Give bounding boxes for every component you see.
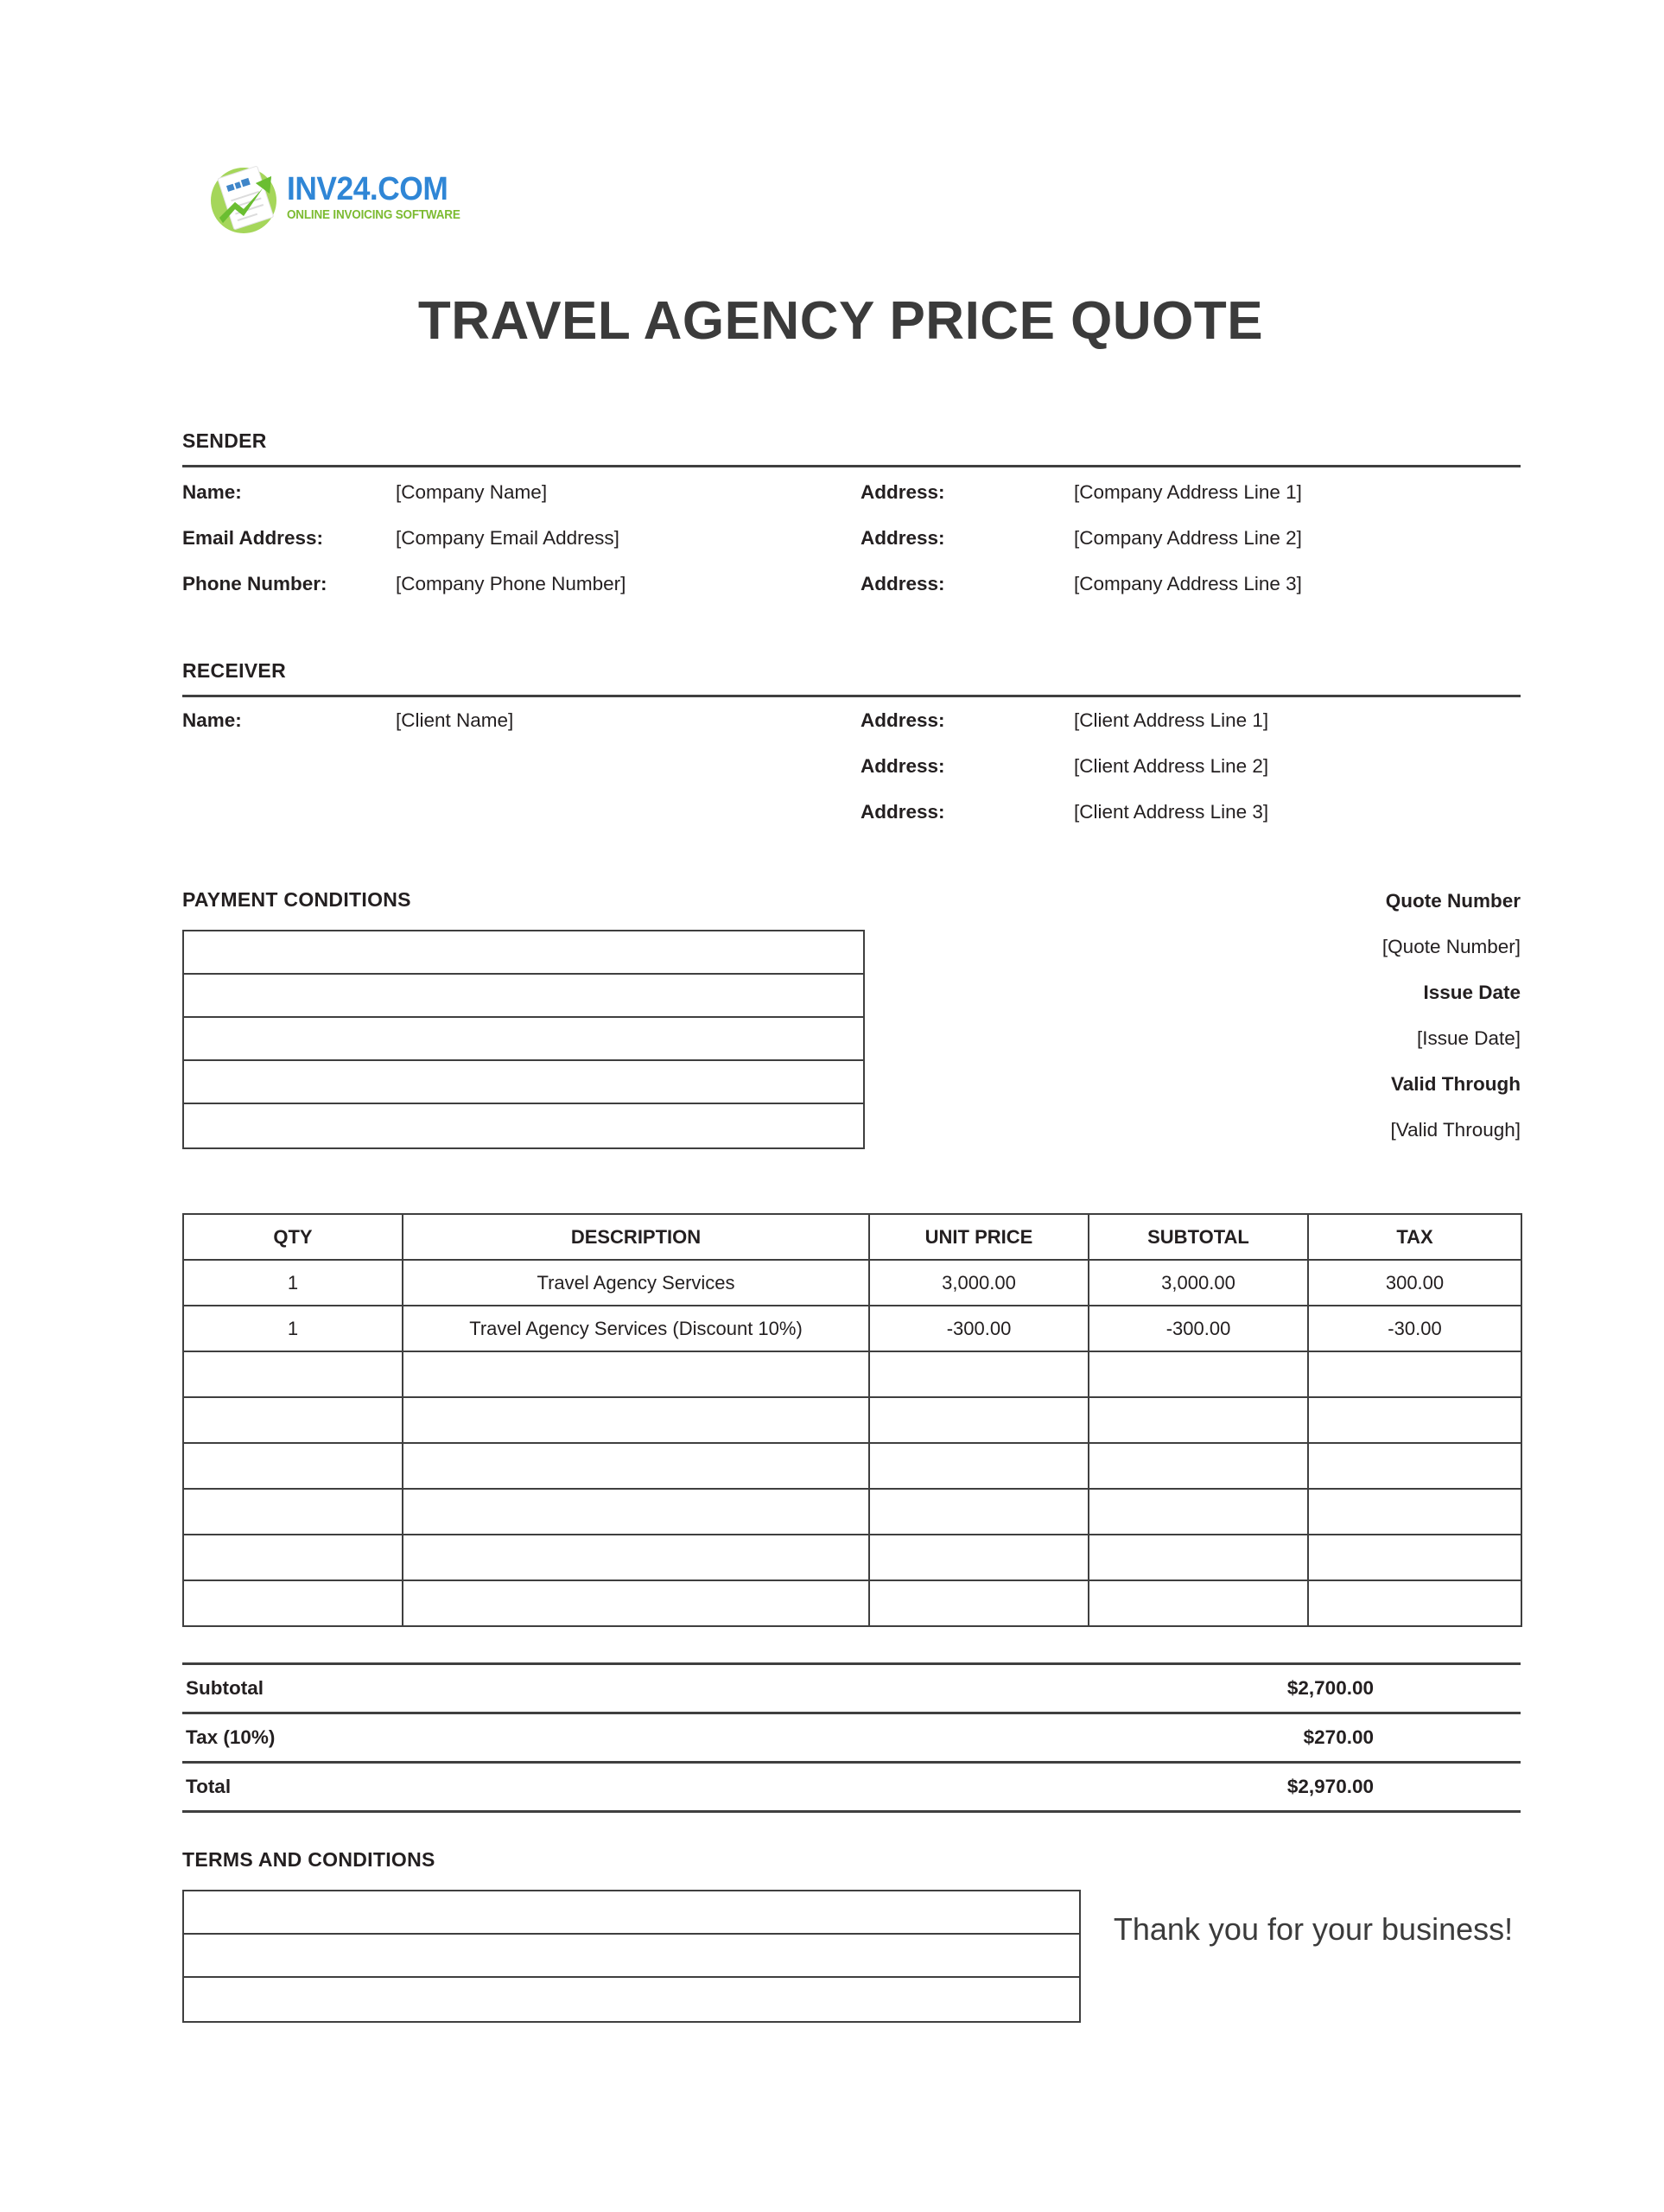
receiver-address3-label: Address:	[861, 801, 945, 823]
table-row[interactable]	[183, 1535, 1521, 1580]
cell-unit-price[interactable]	[869, 1351, 1089, 1397]
cell-unit-price[interactable]: 3,000.00	[869, 1260, 1089, 1306]
cell-qty[interactable]	[183, 1397, 403, 1443]
totals-row-tax	[182, 1712, 1521, 1761]
cell-tax[interactable]	[1308, 1580, 1521, 1626]
brand-logo	[206, 157, 491, 237]
payment-conditions-box	[182, 930, 865, 1149]
cell-tax[interactable]: -30.00	[1308, 1306, 1521, 1351]
line-items-table	[182, 1213, 1522, 1627]
cell-description[interactable]	[403, 1397, 869, 1443]
cell-tax[interactable]	[1308, 1443, 1521, 1489]
cell-description[interactable]	[403, 1489, 869, 1535]
cell-unit-price[interactable]	[869, 1580, 1089, 1626]
quote-number-label: Quote Number	[1385, 890, 1521, 912]
cell-subtotal[interactable]	[1089, 1351, 1308, 1397]
cell-tax[interactable]	[1308, 1397, 1521, 1443]
sender-address3-value: [Company Address Line 3]	[1074, 573, 1302, 594]
cell-tax[interactable]	[1308, 1535, 1521, 1580]
sender-address1-label: Address:	[861, 481, 945, 503]
column-header-description: DESCRIPTION	[403, 1214, 869, 1260]
cell-description[interactable]	[403, 1535, 869, 1580]
sender-heading: SENDER	[182, 429, 267, 452]
cell-unit-price[interactable]	[869, 1535, 1089, 1580]
cell-description[interactable]	[403, 1580, 869, 1626]
column-header-subtotal: SUBTOTAL	[1089, 1214, 1308, 1260]
receiver-name-value: [Client Name]	[396, 709, 514, 731]
cell-description[interactable]	[403, 1351, 869, 1397]
table-row[interactable]	[183, 1489, 1521, 1535]
sender-address1-value: [Company Address Line 1]	[1074, 481, 1302, 503]
cell-subtotal[interactable]	[1089, 1443, 1308, 1489]
receiver-address2-value: [Client Address Line 2]	[1074, 755, 1269, 777]
table-row[interactable]	[183, 1443, 1521, 1489]
cell-unit-price[interactable]: -300.00	[869, 1306, 1089, 1351]
sender-email-label: Email Address:	[182, 527, 323, 549]
cell-subtotal[interactable]	[1089, 1489, 1308, 1535]
cell-subtotal[interactable]: 3,000.00	[1089, 1260, 1308, 1306]
receiver-address2-label: Address:	[861, 755, 945, 777]
payment-conditions-heading: PAYMENT CONDITIONS	[182, 888, 411, 911]
sender-email-value: [Company Email Address]	[396, 527, 619, 549]
cell-qty[interactable]: 1	[183, 1260, 403, 1306]
cell-qty[interactable]	[183, 1580, 403, 1626]
cell-subtotal[interactable]	[1089, 1580, 1308, 1626]
invoice-growth-logo-icon	[206, 159, 282, 235]
sender-address2-label: Address:	[861, 527, 945, 549]
sender-phone-label: Phone Number:	[182, 573, 327, 594]
cell-description[interactable]: Travel Agency Services	[403, 1260, 869, 1306]
table-row[interactable]	[183, 1260, 1521, 1306]
cell-unit-price[interactable]	[869, 1443, 1089, 1489]
cell-subtotal[interactable]	[1089, 1535, 1308, 1580]
sender-phone-value: [Company Phone Number]	[396, 573, 626, 594]
table-row[interactable]	[183, 1351, 1521, 1397]
table-row[interactable]	[183, 1397, 1521, 1443]
quote-number-value: [Quote Number]	[1381, 936, 1521, 957]
totals-section	[182, 1662, 1521, 1813]
totals-row-total	[182, 1761, 1521, 1813]
receiver-address1-label: Address:	[861, 709, 945, 731]
sender-divider	[182, 465, 1521, 467]
sender-address3-label: Address:	[861, 573, 945, 594]
cell-subtotal[interactable]: -300.00	[1089, 1306, 1308, 1351]
cell-tax[interactable]	[1308, 1489, 1521, 1535]
tax-label: Tax (10%)	[186, 1726, 276, 1748]
terms-heading: TERMS AND CONDITIONS	[182, 1848, 435, 1871]
payment-conditions-line[interactable]	[184, 1061, 863, 1104]
receiver-divider	[182, 695, 1521, 697]
terms-line[interactable]	[184, 1891, 1079, 1935]
cell-unit-price[interactable]	[869, 1397, 1089, 1443]
cell-tax[interactable]	[1308, 1351, 1521, 1397]
valid-through-label: Valid Through	[1391, 1073, 1521, 1095]
cell-unit-price[interactable]	[869, 1489, 1089, 1535]
table-header-row	[183, 1214, 1521, 1260]
tax-value: $270.00	[1303, 1726, 1374, 1748]
receiver-heading: RECEIVER	[182, 659, 286, 682]
thank-you-message: Thank you for your business!	[1113, 1911, 1514, 1947]
cell-qty[interactable]	[183, 1535, 403, 1580]
payment-conditions-line[interactable]	[184, 1104, 863, 1147]
sender-name-value: [Company Name]	[396, 481, 548, 503]
cell-qty[interactable]	[183, 1443, 403, 1489]
logo-wordmark: INV24.COM	[287, 170, 448, 207]
issue-date-label: Issue Date	[1423, 982, 1521, 1003]
payment-conditions-line[interactable]	[184, 931, 863, 975]
total-label: Total	[186, 1776, 232, 1797]
receiver-address3-value: [Client Address Line 3]	[1074, 801, 1269, 823]
column-header-qty: QTY	[183, 1214, 403, 1260]
sender-name-label: Name:	[182, 481, 242, 503]
issue-date-value: [Issue Date]	[1416, 1027, 1521, 1049]
logo-tagline: ONLINE INVOICING SOFTWARE	[287, 207, 460, 222]
table-row[interactable]	[183, 1580, 1521, 1626]
totals-row-subtotal	[182, 1662, 1521, 1712]
receiver-address1-value: [Client Address Line 1]	[1074, 709, 1269, 731]
cell-qty[interactable]: 1	[183, 1306, 403, 1351]
terms-box	[182, 1890, 1081, 2023]
terms-line[interactable]	[184, 1978, 1079, 2021]
subtotal-value: $2,700.00	[1286, 1677, 1374, 1699]
sender-address2-value: [Company Address Line 2]	[1074, 527, 1302, 549]
subtotal-label: Subtotal	[186, 1677, 264, 1699]
cell-qty[interactable]	[183, 1351, 403, 1397]
column-header-tax: TAX	[1308, 1214, 1521, 1260]
valid-through-value: [Valid Through]	[1390, 1119, 1521, 1141]
cell-subtotal[interactable]	[1089, 1397, 1308, 1443]
cell-description[interactable]	[403, 1443, 869, 1489]
page-title: TRAVEL AGENCY PRICE QUOTE	[417, 291, 1264, 351]
column-header-unit-price: UNIT PRICE	[869, 1214, 1089, 1260]
payment-conditions-line[interactable]	[184, 975, 863, 1018]
cell-tax[interactable]: 300.00	[1308, 1260, 1521, 1306]
cell-qty[interactable]	[183, 1489, 403, 1535]
payment-conditions-line[interactable]	[184, 1018, 863, 1061]
receiver-name-label: Name:	[182, 709, 242, 731]
terms-line[interactable]	[184, 1935, 1079, 1978]
table-row[interactable]	[183, 1306, 1521, 1351]
cell-description[interactable]: Travel Agency Services (Discount 10%)	[403, 1306, 869, 1351]
total-value: $2,970.00	[1286, 1776, 1374, 1797]
